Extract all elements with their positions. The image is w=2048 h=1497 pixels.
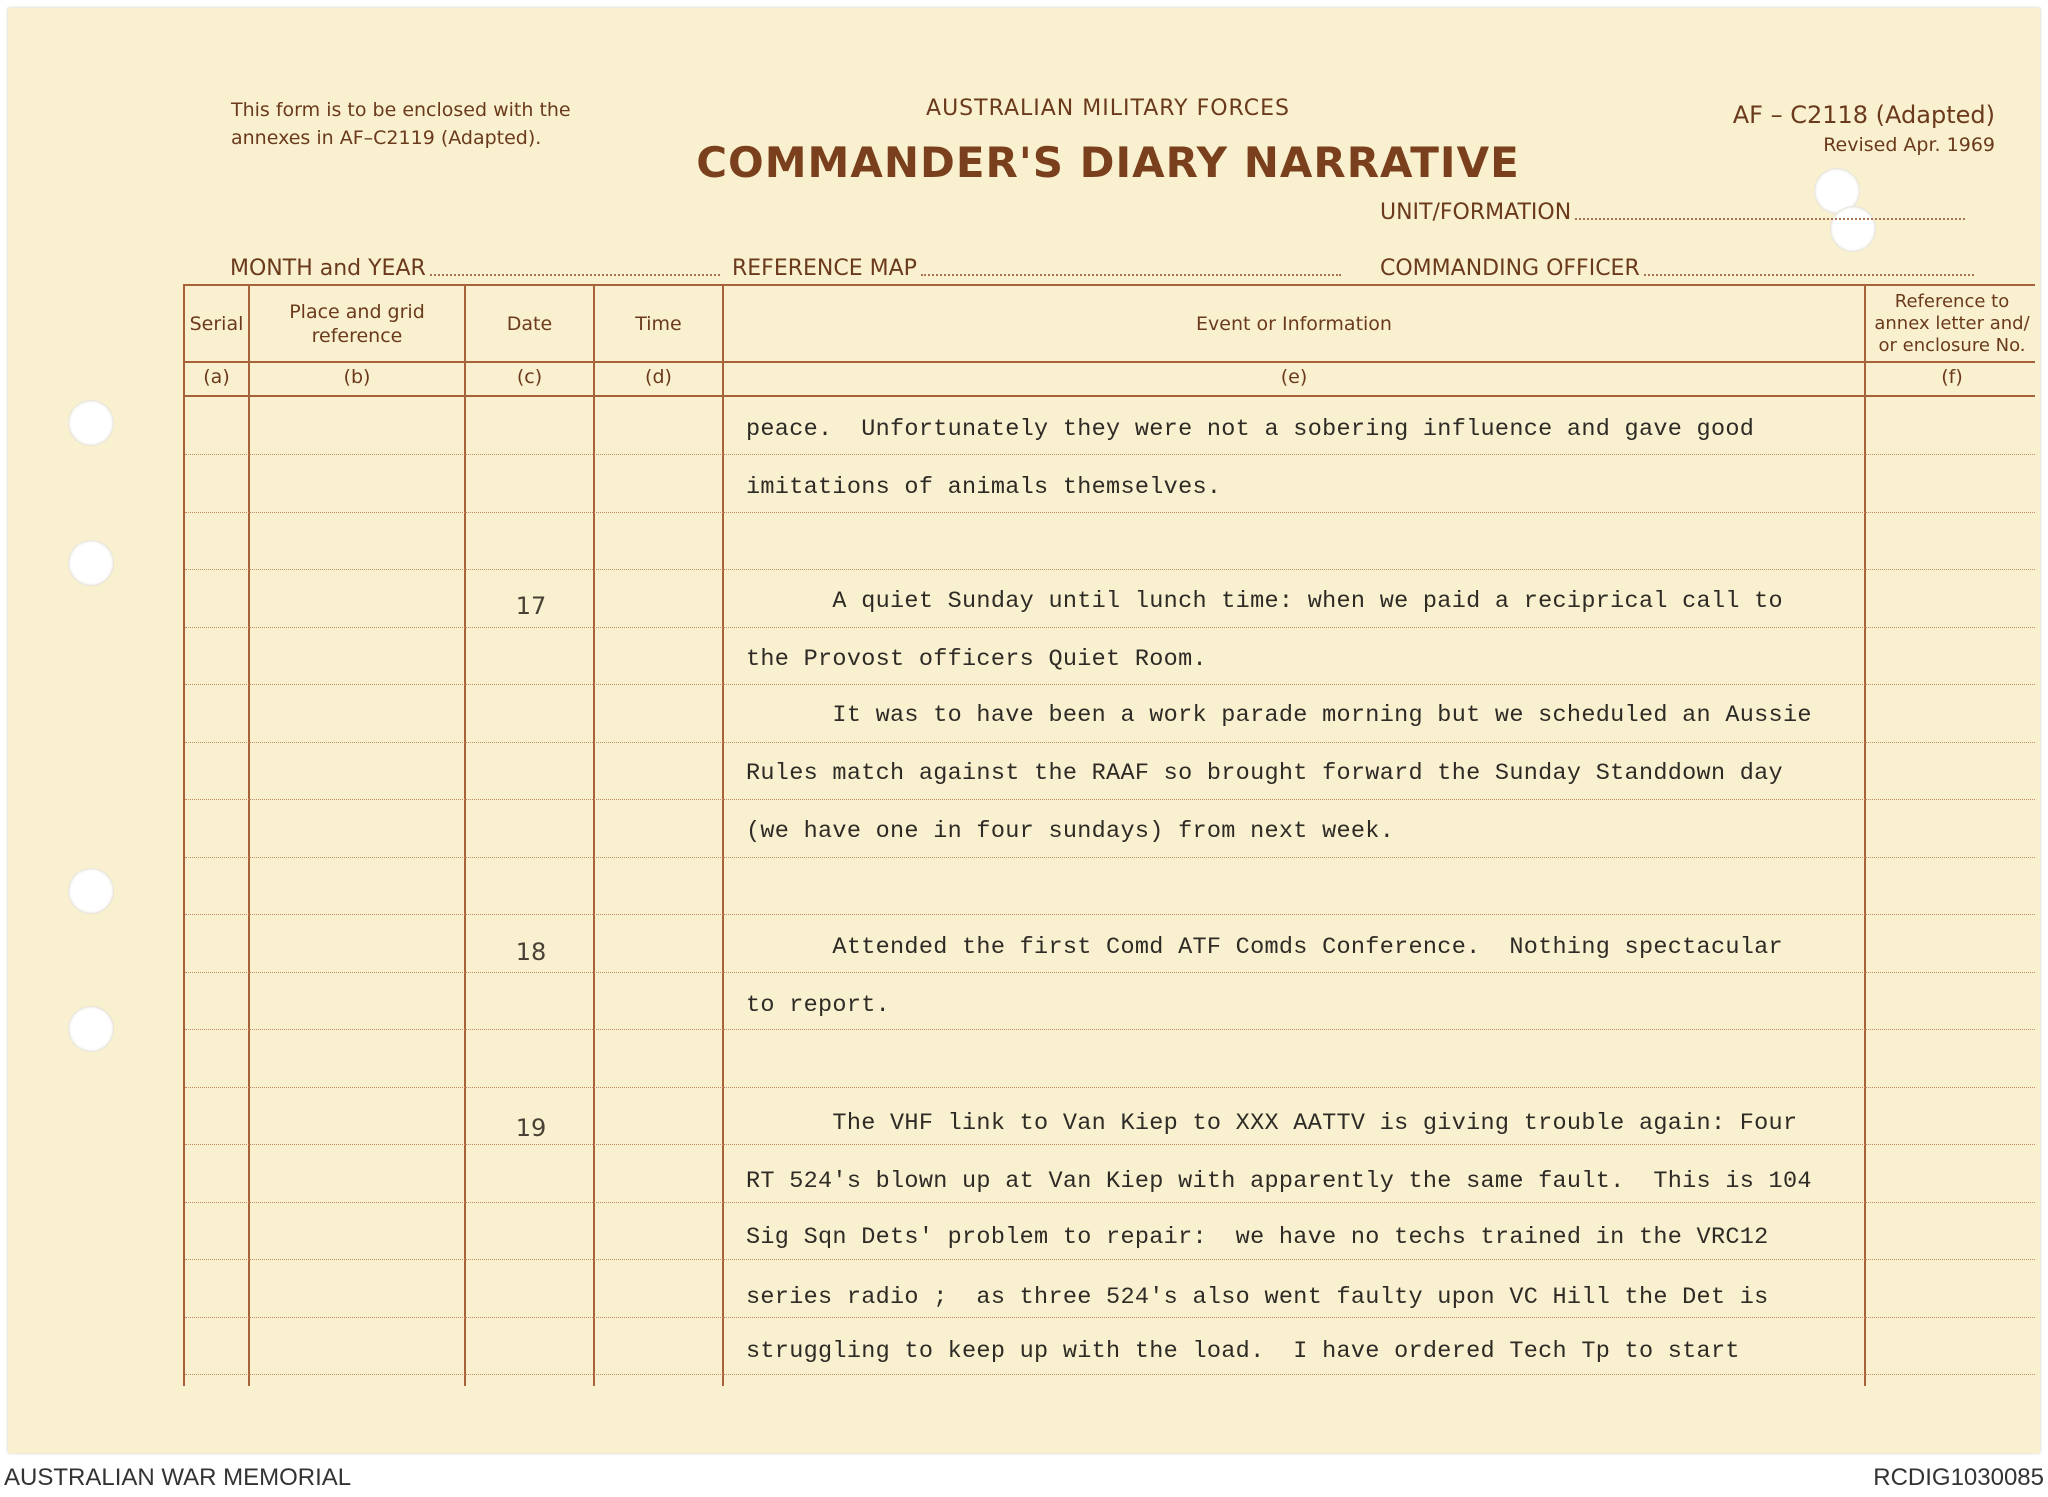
narrative-line: Rules match against the RAAF so brought forward the Sunday Standdown day bbox=[746, 760, 1783, 787]
enclosure-note-line: This form is to be enclosed with the bbox=[231, 99, 571, 121]
entry-date: 17 bbox=[515, 592, 547, 620]
reference-map-label: REFERENCE MAP bbox=[732, 256, 917, 281]
column-letter-e: (e) bbox=[1280, 366, 1308, 388]
column-divider bbox=[593, 284, 595, 1386]
archive-credit: AUSTRALIAN WAR MEMORIAL bbox=[4, 1464, 352, 1491]
ruled-line bbox=[185, 1202, 2035, 1203]
column-header-event: Event or Information bbox=[1196, 312, 1392, 335]
column-divider bbox=[1864, 284, 1866, 1386]
unit-formation-label: UNIT/FORMATION bbox=[1380, 200, 1572, 225]
column-divider bbox=[464, 284, 466, 1386]
narrative-line: RT 524's blown up at Van Kiep with apparently the same fault. This is 104 bbox=[746, 1168, 1812, 1195]
header-divider bbox=[183, 361, 2035, 363]
ruled-line bbox=[185, 684, 2035, 685]
ruled-line bbox=[185, 1087, 2035, 1088]
column-letter-c: (c) bbox=[516, 366, 543, 388]
ruled-line bbox=[185, 857, 2035, 858]
ruled-line bbox=[185, 1374, 2035, 1375]
column-header-date: Date bbox=[506, 312, 553, 335]
narrative-line: struggling to keep up with the load. I have ordered Tech Tp to start bbox=[746, 1338, 1740, 1365]
ruled-line bbox=[185, 742, 2035, 743]
ruled-line bbox=[185, 1144, 2035, 1145]
ruled-line bbox=[185, 454, 2035, 455]
column-header-place: Place and grid reference bbox=[289, 300, 425, 347]
column-letter-d: (d) bbox=[645, 366, 672, 388]
punch-hole bbox=[68, 540, 114, 586]
form-code-number: AF – C2118 (Adapted) bbox=[1732, 101, 1995, 129]
form-code bbox=[1733, 100, 1995, 160]
narrative-line: imitations of animals themselves. bbox=[746, 474, 1222, 501]
revision-date: Revised Apr. 1969 bbox=[1823, 134, 1995, 156]
column-letter-a: (a) bbox=[203, 366, 230, 388]
ruled-line bbox=[185, 799, 2035, 800]
column-header-reference: Reference to annex letter and/ or enclosure No. bbox=[1874, 290, 2030, 356]
month-year-label: MONTH and YEAR bbox=[230, 256, 426, 281]
ruled-line bbox=[185, 627, 2035, 628]
ruled-line bbox=[185, 569, 2035, 570]
enclosure-note bbox=[231, 96, 571, 152]
entry-date: 19 bbox=[515, 1114, 547, 1142]
narrative-line: peace. Unfortunately they were not a sobering influence and gave good bbox=[746, 416, 1755, 443]
narrative-line: It was to have been a work parade morning but we scheduled an Aussie bbox=[746, 702, 1812, 729]
entry-date: 18 bbox=[515, 938, 547, 966]
commanding-officer-field bbox=[1380, 256, 1974, 281]
ruled-line bbox=[185, 512, 2035, 513]
punch-hole bbox=[68, 400, 114, 446]
table-left-border bbox=[183, 284, 185, 1386]
narrative-line: the Provost officers Quiet Room. bbox=[746, 646, 1207, 673]
organization-heading: AUSTRALIAN MILITARY FORCES bbox=[926, 96, 1290, 121]
narrative-line: to report. bbox=[746, 992, 891, 1019]
punch-hole bbox=[68, 868, 114, 914]
unit-formation-field bbox=[1380, 200, 1965, 225]
commanding-officer-label: COMMANDING OFFICER bbox=[1380, 256, 1640, 281]
column-letter-b: (b) bbox=[343, 366, 371, 388]
narrative-line: Attended the first Comd ATF Comds Conference. Nothing spectacular bbox=[746, 934, 1783, 961]
punch-hole bbox=[68, 1006, 114, 1052]
ruled-line bbox=[185, 1259, 2035, 1260]
column-divider bbox=[248, 284, 250, 1386]
ruled-line bbox=[185, 1029, 2035, 1030]
narrative-line: (we have one in four sundays) from next week. bbox=[746, 818, 1395, 845]
form-sheet bbox=[8, 8, 2040, 1453]
reference-map-field bbox=[732, 256, 1341, 281]
column-header-serial: Serial bbox=[189, 312, 244, 335]
narrative-line: series radio ; as three 524's also went faulty upon VC Hill the Det is bbox=[746, 1284, 1769, 1311]
ruled-line bbox=[185, 914, 2035, 915]
narrative-line: The VHF link to Van Kiep to XXX AATTV is giving trouble again: Four bbox=[746, 1110, 1798, 1137]
letter-row-divider bbox=[183, 395, 2035, 397]
enclosure-note-line: annexes in AF–C2119 (Adapted). bbox=[231, 127, 542, 149]
column-divider bbox=[722, 284, 724, 1386]
column-header-time: Time bbox=[635, 312, 682, 335]
narrative-line: Sig Sqn Dets' problem to repair: we have no techs trained in the VRC12 bbox=[746, 1224, 1769, 1251]
archive-id: RCDIG1030085 bbox=[1873, 1464, 2044, 1491]
ruled-line bbox=[185, 1317, 2035, 1318]
month-year-field bbox=[230, 256, 720, 281]
column-letter-f: (f) bbox=[1941, 366, 1963, 388]
narrative-line: A quiet Sunday until lunch time: when we paid a reciprical call to bbox=[746, 588, 1783, 615]
ruled-line bbox=[185, 972, 2035, 973]
page-title: COMMANDER'S DIARY NARRATIVE bbox=[696, 138, 1520, 187]
